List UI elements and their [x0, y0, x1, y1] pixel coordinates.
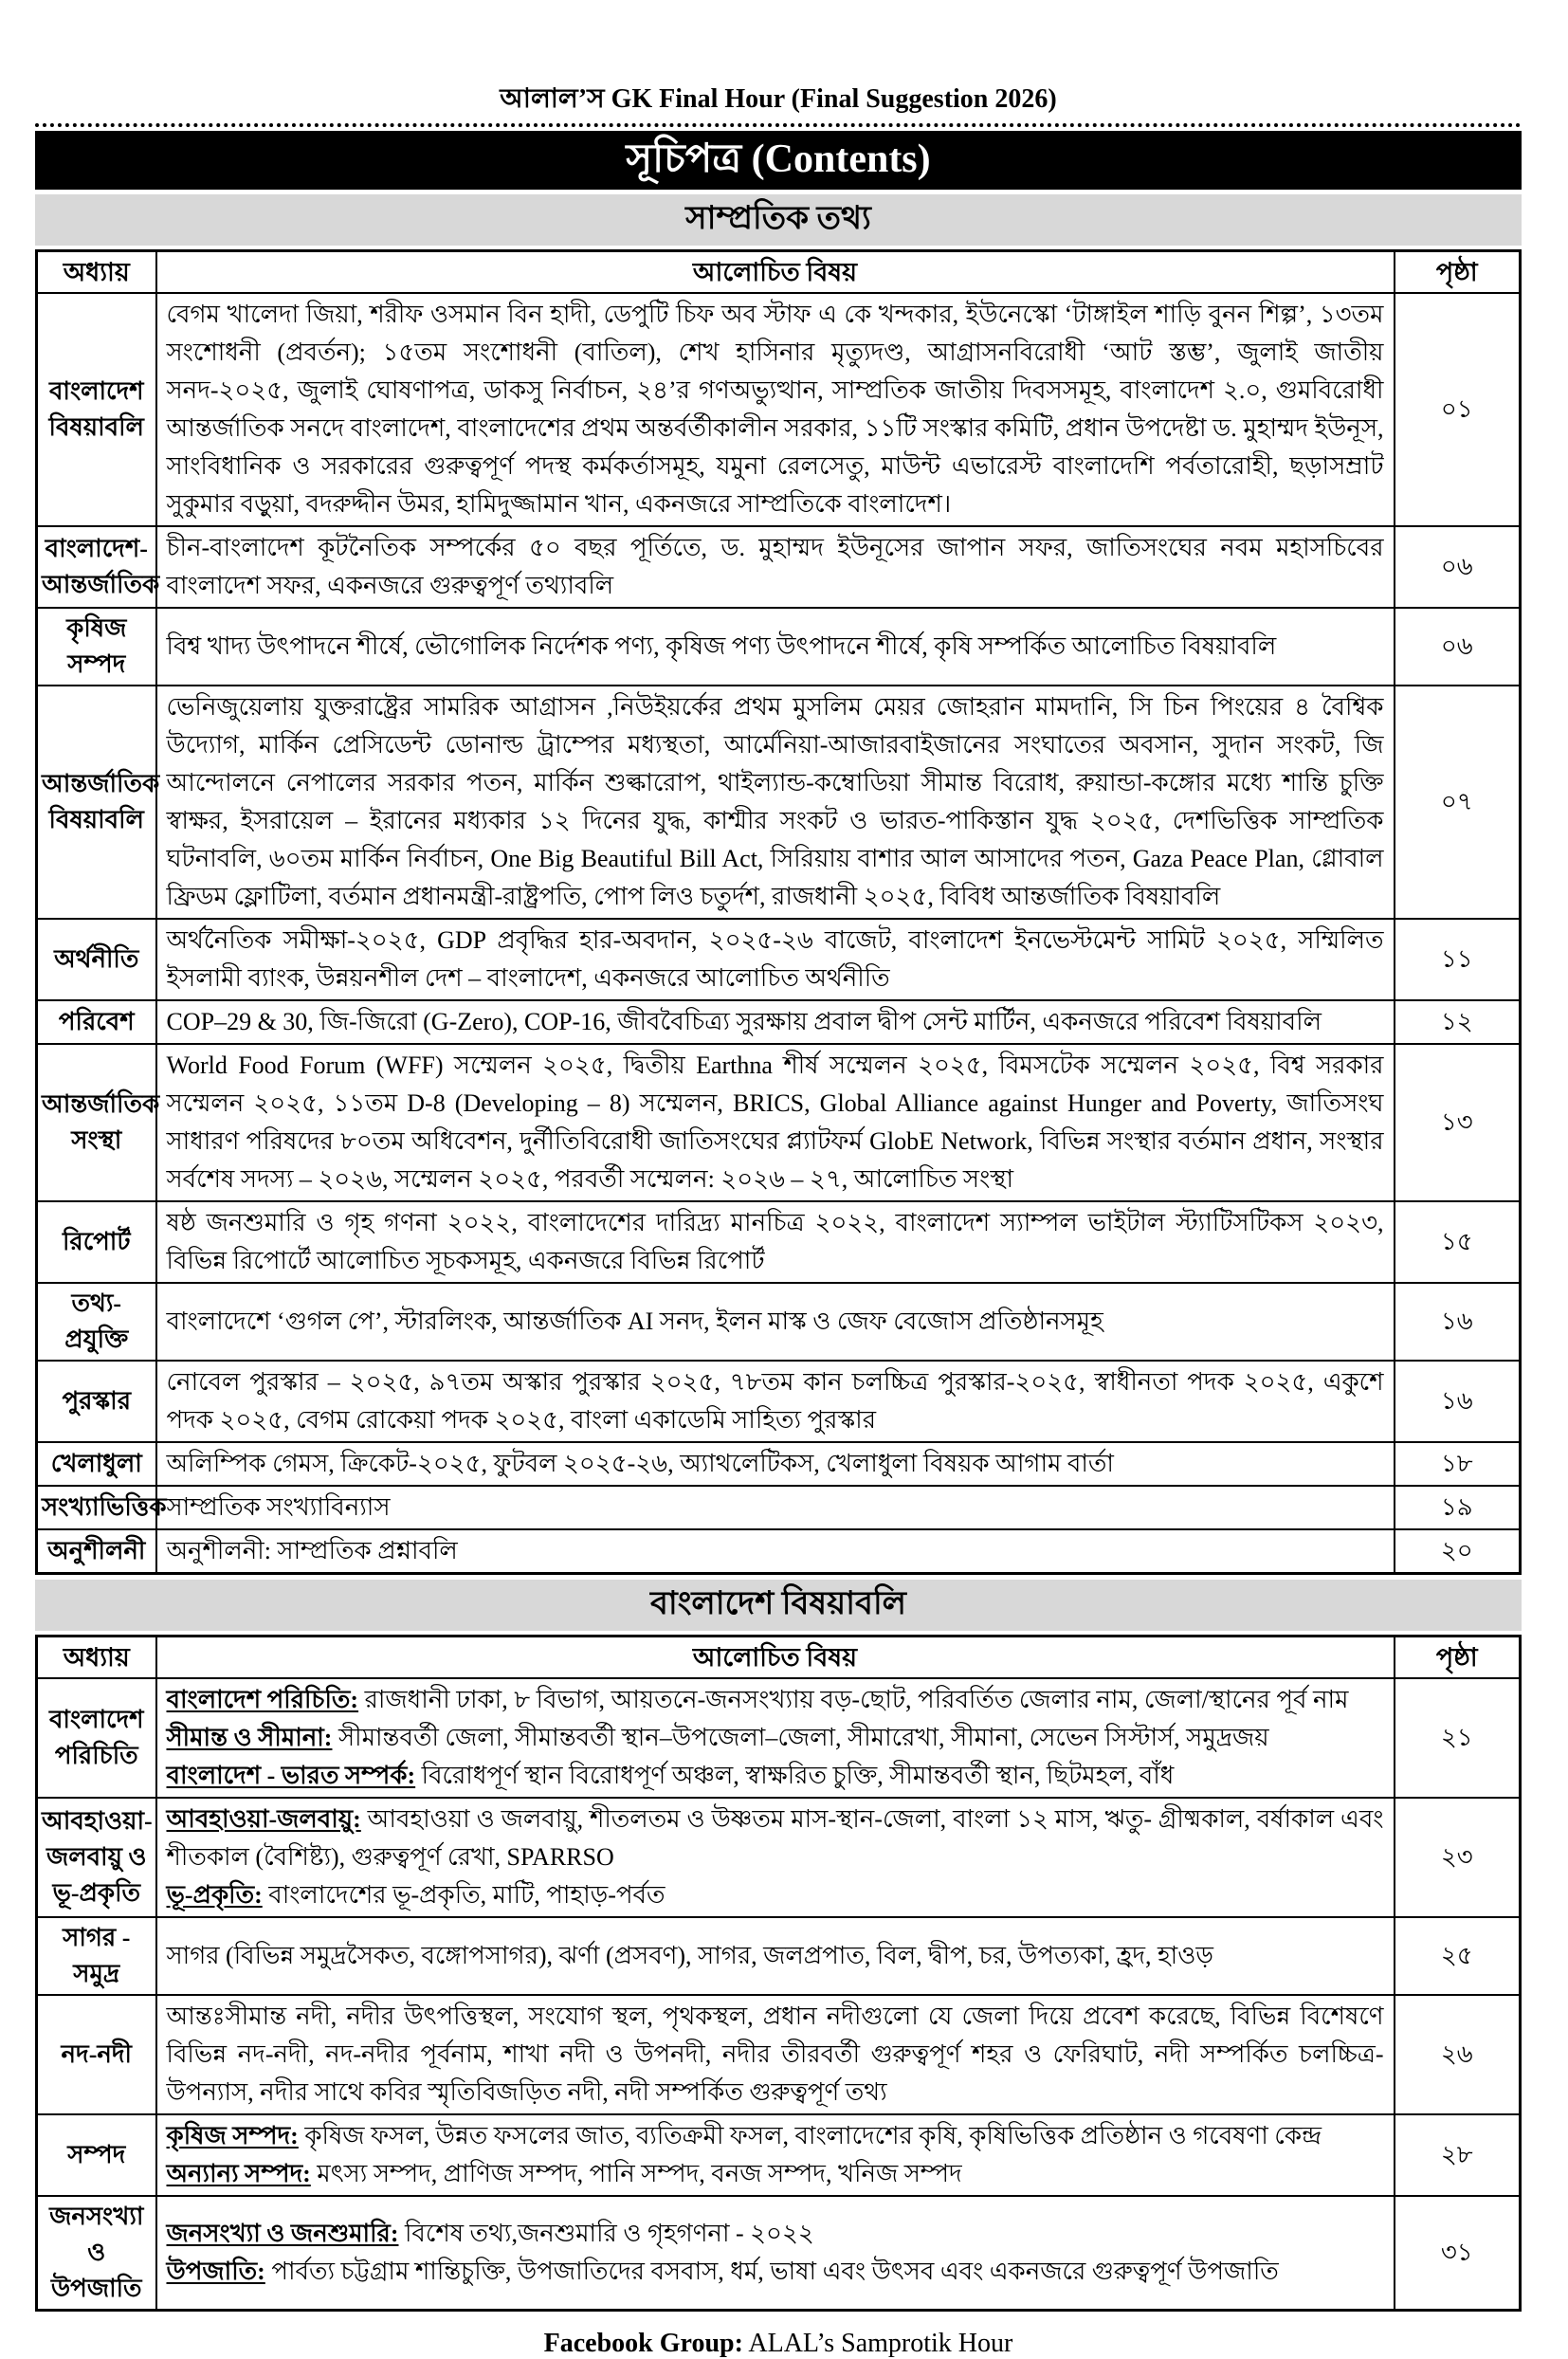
chapter-cell: সাগর - সমুদ্র	[37, 1917, 156, 1995]
topics-cell	[156, 1000, 1395, 1044]
topics-cell	[156, 1044, 1395, 1201]
chapter-cell: অর্থনীতি	[37, 919, 156, 1000]
toc-row	[37, 1044, 1521, 1201]
topic-heading: বাংলাদেশ পরিচিতি:	[166, 1686, 359, 1713]
chapter-cell: সম্পদ	[37, 2114, 156, 2196]
chapter-cell: বাংলাদেশ-আন্তর্জাতিক	[37, 526, 156, 608]
topic-heading: কৃষিজ সম্পদ:	[166, 2122, 299, 2149]
toc-row	[37, 1529, 1521, 1574]
chapter-cell: নদ-নদী	[37, 1995, 156, 2114]
chapter-cell: জনসংখ্যা ও উপজাতি	[37, 2196, 156, 2311]
topic-line: অনুশীলনী: সাম্প্রতিক প্রশ্নাবলি	[166, 1537, 458, 1564]
topic-heading: উপজাতি:	[166, 2258, 265, 2285]
topics-cell	[156, 1529, 1395, 1574]
topic-heading: বাংলাদেশ - ভারত সম্পর্ক:	[166, 1762, 416, 1789]
toc-row	[37, 1361, 1521, 1442]
topic-line: সাম্প্রতিক সংখ্যাবিন্যাস	[166, 1493, 391, 1521]
topics-cell	[156, 608, 1395, 686]
page-number-cell: ০৭	[1395, 686, 1521, 919]
header-row	[37, 251, 1521, 294]
topic-line: জনসংখ্যা ও জনশুমারি: বিশেষ তথ্য,জনশুমারি ও গৃহগণনা - ২০২২	[166, 2220, 814, 2247]
toc-row	[37, 608, 1521, 686]
page-number-cell: ২১	[1395, 1678, 1521, 1798]
page-number-cell: ০৬	[1395, 526, 1521, 608]
topics-cell	[156, 1917, 1395, 1995]
topic-line: উপজাতি: পার্বত্য চট্টগ্রাম শান্তিচুক্তি, উপজাতিদের বসবাস, ধর্ম, ভাষা এবং উৎসব এবং একনজরে গুরুত্বপূর্ণ উপজাতি	[166, 2258, 1279, 2285]
toc-row	[37, 1442, 1521, 1486]
topic-line: বাংলাদেশ পরিচিতি: রাজধানী ঢাকা, ৮ বিভাগ, আয়তনে-জনসংখ্যায় বড়-ছোট, পরিবর্তিত জেলার নাম, জেলা/স্থানের পূর্ব নাম	[166, 1686, 1349, 1713]
topics-cell	[156, 1283, 1395, 1361]
page-number-cell: ২৬	[1395, 1995, 1521, 2114]
chapter-cell: অনুশীলনী	[37, 1529, 156, 1574]
chapter-cell: পুরস্কার	[37, 1361, 156, 1442]
topic-line: বেগম খালেদা জিয়া, শরীফ ওসমান বিন হাদী, ডেপুটি চিফ অব স্টাফ এ কে খন্দকার, ইউনেস্কো ‘টাঙ্গাইল শাড়ি বুনন শিল্প’, ১৩তম সংশোধনী (প্রবর্তন); ১৫তম সংশোধনী (বাতিল), শেখ হাসিনার মৃত্যুদণ্ড, আগ্রাসনবিরোধী ‘আট স্তম্ভ’, জুলাই জাতীয় সনদ-২০২৫, জুলাই ঘোষণাপত্র, ডাকসু নির্বাচন, ২৪’র গণঅভ্যুত্থান, সাম্প্রতিক জাতীয় দিবসসমূহ, বাংলাদেশ ২.০, গুমবিরোধী আন্তর্জাতিক সনদে বাংলাদেশ, বাংলাদেশের প্রথম অন্তর্বর্তীকালীন সরকার, ১১টি সংস্কার কমিটি, প্রধান উপদেষ্টা ড. মুহাম্মদ ইউনূস, সাংবিধানিক ও সরকারের গুরুত্বপূর্ণ পদস্থ কর্মকর্তাসমূহ, যমুনা রেলসেতু, মাউন্ট এভারেস্ট বাংলাদেশি পর্বতারোহী, ছড়াসম্রাট সুকুমার বড়ুয়া, বদরুদ্দীন উমর, হামিদুজ্জামান খান, একনজরে সাম্প্রতিকে বাংলাদেশ।	[166, 301, 1384, 518]
chapter-cell: রিপোর্ট	[37, 1201, 156, 1283]
column-header-chapter: অধ্যায়	[37, 251, 156, 294]
contents-banner: সূচিপত্র (Contents)	[35, 131, 1522, 190]
page-title: আলাল’স GK Final Hour (Final Suggestion 2026)	[500, 84, 1057, 114]
dotted-divider	[35, 123, 1522, 127]
chapter-cell: আন্তর্জাতিক বিষয়াবলি	[37, 686, 156, 919]
topic-line: নোবেল পুরস্কার – ২০২৫, ৯৭তম অস্কার পুরস্কার ২০২৫, ৭৮তম কান চলচ্চিত্র পুরস্কার-২০২৫, স্বাধীনতা পদক ২০২৫, একুশে পদক ২০২৫, বেগম রোকেয়া পদক ২০২৫, বাংলা একাডেমি সাহিত্য পুরস্কার	[166, 1368, 1384, 1434]
topic-line: বাংলাদেশে ‘গুগল পে’, স্টারলিংক, আন্তর্জাতিক AI সনদ, ইলন মাস্ক ও জেফ বেজোস প্রতিষ্ঠানসমূহ	[166, 1308, 1103, 1335]
toc-row	[37, 1000, 1521, 1044]
chapter-cell: বাংলাদেশ পরিচিতি	[37, 1678, 156, 1798]
topic-heading: আবহাওয়া-জলবায়ু:	[166, 1805, 361, 1833]
toc-row	[37, 686, 1521, 919]
sections	[35, 194, 1522, 2312]
chapter-cell: পরিবেশ	[37, 1000, 156, 1044]
toc-row	[37, 526, 1521, 608]
section-banner-0: সাম্প্রতিক তথ্য	[35, 194, 1522, 246]
chapter-cell: আন্তর্জাতিক সংস্থা	[37, 1044, 156, 1201]
chapter-cell: কৃষিজ সম্পদ	[37, 608, 156, 686]
page-number-cell: ২৩	[1395, 1798, 1521, 1917]
page-number-cell: ১৬	[1395, 1283, 1521, 1361]
topics-cell	[156, 2196, 1395, 2311]
page-number-cell: ১৮	[1395, 1442, 1521, 1486]
topic-heading: ভূ-প্রকৃতি:	[166, 1881, 263, 1909]
topic-line: বিশ্ব খাদ্য উৎপাদনে শীর্ষে, ভৌগোলিক নির্দেশক পণ্য, কৃষিজ পণ্য উৎপাদনে শীর্ষে, কৃষি সম্পর্কিত আলোচিত বিষয়াবলি	[166, 632, 1277, 660]
footer-value: ALAL’s Samprotik Hour	[742, 2329, 1013, 2358]
toc-row	[37, 293, 1521, 526]
column-header-page: পৃষ্ঠা	[1395, 251, 1521, 294]
topic-line: ভেনিজুয়েলায় যুক্তরাষ্ট্রের সামরিক আগ্রাসন ,নিউইয়র্কের প্রথম মুসলিম মেয়র জোহরান মামদানি, সি চিন পিংয়ের ৪ বৈশ্বিক উদ্যোগ, মার্কিন প্রেসিডেন্ট ডোনাল্ড ট্রাম্পের মধ্যস্থতা, আর্মেনিয়া-আজারবাইজানের সংঘাতের অবসান, সুদান সংকট, জি আন্দোলনে নেপালের সরকার পতন, মার্কিন শুল্কারোপ, থাইল্যান্ড-কম্বোডিয়া সীমান্ত বিরোধ, রুয়ান্ডা-কঙ্গোর মধ্যে শান্তি চুক্তি স্বাক্ষর, ইসরায়েল – ইরানের মধ্যকার ১২ দিনের যুদ্ধ, কাশ্মীর সংকট ও ভারত-পাকিস্তান যুদ্ধ ২০২৫, দেশভিত্তিক সাম্প্রতিক ঘটনাবলি, ৬০তম মার্কিন নির্বাচন, One Big Beautiful Bill Act, সিরিয়ায় বাশার আল আসাদের পতন, Gaza Peace Plan, গ্লোবাল ফ্রিডম ফ্লোটিলা, বর্তমান প্রধানমন্ত্রী-রাষ্ট্রপতি, পোপ লিও চতুর্দশ, রাজধানী ২০২৫, বিবিধ আন্তর্জাতিক বিষয়াবলি	[166, 693, 1384, 910]
toc-table-0	[35, 249, 1522, 1575]
toc-row	[37, 1917, 1521, 1995]
topic-line: ভূ-প্রকৃতি: বাংলাদেশের ভূ-প্রকৃতি, মাটি, পাহাড়-পর্বত	[166, 1881, 665, 1909]
topic-line: সাগর (বিভিন্ন সমুদ্রসৈকত, বঙ্গোপসাগর), ঝর্ণা (প্রসবণ), সাগর, জলপ্রপাত, বিল, দ্বীপ, চর, উপত্যকা, হ্রদ, হাওড়	[166, 1942, 1213, 1969]
topic-line: অন্যান্য সম্পদ: মৎস্য সম্পদ, প্রাণিজ সম্পদ, পানি সম্পদ, বনজ সম্পদ, খনিজ সম্পদ	[166, 2160, 962, 2187]
topic-line: অলিম্পিক গেমস, ক্রিকেট-২০২৫, ফুটবল ২০২৫-২৬, অ্যাথলেটিকস, খেলাধুলা বিষয়ক আগাম বার্তা	[166, 1450, 1114, 1477]
chapter-cell: সংখ্যাভিত্তিক	[37, 1486, 156, 1529]
page-number-cell: ৩১	[1395, 2196, 1521, 2311]
topic-line: আবহাওয়া-জলবায়ু: আবহাওয়া ও জলবায়ু, শীতলতম ও উষ্ণতম মাস-স্থান-জেলা, বাংলা ১২ মাস, ঋতু- গ্রীষ্মকাল, বর্ষাকাল এবং শীতকাল (বৈশিষ্ট্য), গুরুত্বপূর্ণ রেখা, SPARRSO	[166, 1805, 1384, 1871]
column-header-page: পৃষ্ঠা	[1395, 1637, 1521, 1679]
topics-cell	[156, 919, 1395, 1000]
toc-row	[37, 2114, 1521, 2196]
topics-cell	[156, 293, 1395, 526]
column-header-topics: আলোচিত বিষয়	[156, 251, 1395, 294]
toc-row	[37, 1798, 1521, 1917]
page-number-cell: ২৫	[1395, 1917, 1521, 1995]
topic-line: World Food Forum (WFF) সম্মেলন ২০২৫, দ্বিতীয় Earthna শীর্ষ সম্মেলন ২০২৫, বিমসটেক সম্মেলন ২০২৫, বিশ্ব সরকার সম্মেলন ২০২৫, ১১তম D-8 (Developing – 8) সম্মেলন, BRICS, Global Alliance against Hunger and Poverty, জাতিসংঘ সাধারণ পরিষদের ৮০তম অধিবেশন, দুর্নীতিবিরোধী জাতিসংঘের প্ল্যাটফর্ম GlobE Network, বিভিন্ন সংস্থার বর্তমান প্রধান, সংস্থার সর্বশেষ সদস্য – ২০২৬, সম্মেলন ২০২৫, পরবর্তী সম্মেলন: ২০২৬ – ২৭, আলোচিত সংস্থা	[166, 1051, 1384, 1193]
topic-heading: জনসংখ্যা ও জনশুমারি:	[166, 2220, 399, 2247]
topics-cell	[156, 1201, 1395, 1283]
column-header-topics: আলোচিত বিষয়	[156, 1637, 1395, 1679]
topics-cell	[156, 1486, 1395, 1529]
topic-line: COP–29 & 30, জি-জিরো (G-Zero), COP-16, জীববৈচিত্র্য সুরক্ষায় প্রবাল দ্বীপ সেন্ট মার্টিন, একনজরে পরিবেশ বিষয়াবলি	[166, 1008, 1322, 1035]
page-number-cell: ১৬	[1395, 1361, 1521, 1442]
topic-line: ষষ্ঠ জনশুমারি ও গৃহ গণনা ২০২২, বাংলাদেশের দারিদ্র্য মানচিত্র ২০২২, বাংলাদেশ স্যাম্পল ভাইটাল স্ট্যাটিসটিকস ২০২৩, বিভিন্ন রিপোর্টে আলোচিত সূচকসমূহ, একনজরে বিভিন্ন রিপোর্ট	[166, 1209, 1384, 1274]
chapter-cell: আবহাওয়া-জলবায়ু ও ভূ-প্রকৃতি	[37, 1798, 156, 1917]
page-number-cell: ১৩	[1395, 1044, 1521, 1201]
topics-cell	[156, 1995, 1395, 2114]
topic-heading: সীমান্ত ও সীমানা:	[166, 1724, 333, 1751]
topic-heading: অন্যান্য সম্পদ:	[166, 2160, 311, 2187]
page-number-cell: ১৫	[1395, 1201, 1521, 1283]
chapter-cell: বাংলাদেশ বিষয়াবলি	[37, 293, 156, 526]
toc-row	[37, 1201, 1521, 1283]
topics-cell	[156, 1798, 1395, 1917]
topics-cell	[156, 1678, 1395, 1798]
page-number-cell: ১৯	[1395, 1486, 1521, 1529]
topics-cell	[156, 1442, 1395, 1486]
page-number-cell: ০৬	[1395, 608, 1521, 686]
chapter-cell: খেলাধুলা	[37, 1442, 156, 1486]
toc-row	[37, 1486, 1521, 1529]
toc-row	[37, 1283, 1521, 1361]
chapter-cell: তথ্য-প্রযুক্তি	[37, 1283, 156, 1361]
toc-row	[37, 2196, 1521, 2311]
topic-line: কৃষিজ সম্পদ: কৃষিজ ফসল, উন্নত ফসলের জাত, ব্যতিক্রমী ফসল, বাংলাদেশের কৃষি, কৃষিভিত্তিক প্রতিষ্ঠান ও গবেষণা কেন্দ্র	[166, 2122, 1322, 2149]
page-number-cell: ২০	[1395, 1529, 1521, 1574]
toc-row	[37, 919, 1521, 1000]
toc-table-1	[35, 1635, 1522, 2312]
topic-line: সীমান্ত ও সীমানা: সীমান্তবর্তী জেলা, সীমান্তবর্তী স্থান–উপজেলা–জেলা, সীমারেখা, সীমানা, সেভেন সিস্টার্স, সমুদ্রজয়	[166, 1724, 1269, 1751]
footer-label: Facebook Group:	[543, 2329, 743, 2358]
topic-line: বাংলাদেশ - ভারত সম্পর্ক: বিরোধপূর্ণ স্থান বিরোধপূর্ণ অঞ্চল, স্বাক্ষরিত চুক্তি, সীমান্তবর্তী স্থান, ছিটমহল, বাঁধ	[166, 1762, 1175, 1789]
column-header-chapter: অধ্যায়	[37, 1637, 156, 1679]
section-banner-1: বাংলাদেশ বিষয়াবলি	[35, 1580, 1522, 1631]
header-row	[37, 1637, 1521, 1679]
page-number-cell: ২৮	[1395, 2114, 1521, 2196]
topic-line: চীন-বাংলাদেশ কূটনৈতিক সম্পর্কের ৫০ বছর পূর্তিতে, ড. মুহাম্মদ ইউনূসের জাপান সফর, জাতিসংঘের নবম মহাসচিবের বাংলাদেশ সফর, একনজরে গুরুত্বপূর্ণ তথ্যাবলি	[166, 534, 1384, 599]
topics-cell	[156, 686, 1395, 919]
page-number-cell: ১২	[1395, 1000, 1521, 1044]
topics-cell	[156, 2114, 1395, 2196]
topic-line: অর্থনৈতিক সমীক্ষা-২০২৫, GDP প্রবৃদ্ধির হার-অবদান, ২০২৫-২৬ বাজেট, বাংলাদেশ ইনভেস্টমেন্ট সামিট ২০২৫, সম্মিলিত ইসলামী ব্যাংক, উন্নয়নশীল দেশ – বাংলাদেশ, একনজরে আলোচিত অর্থনীতি	[166, 926, 1384, 992]
toc-row	[37, 1995, 1521, 2114]
topic-line: আন্তঃসীমান্ত নদী, নদীর উৎপত্তিস্থল, সংযোগ স্থল, পৃথকস্থল, প্রধান নদীগুলো যে জেলা দিয়ে প্রবেশ করেছে, বিভিন্ন বিশেষণে বিভিন্ন নদ-নদী, নদ-নদীর পূর্বনাম, শাখা নদী ও উপনদী, নদীর তীরবর্তী গুরুত্বপূর্ণ শহর ও ফেরিঘাট, নদী সম্পর্কিত চলচ্চিত্র-উপন্যাস, নদীর সাথে কবির স্মৃতিবিজড়িত নদী, নদী সম্পর্কিত গুরুত্বপূর্ণ তথ্য	[166, 2002, 1384, 2106]
topics-cell	[156, 526, 1395, 608]
page-number-cell: ১১	[1395, 919, 1521, 1000]
toc-row	[37, 1678, 1521, 1798]
page-number-cell: ০১	[1395, 293, 1521, 526]
topics-cell	[156, 1361, 1395, 1442]
footer	[35, 2329, 1522, 2359]
